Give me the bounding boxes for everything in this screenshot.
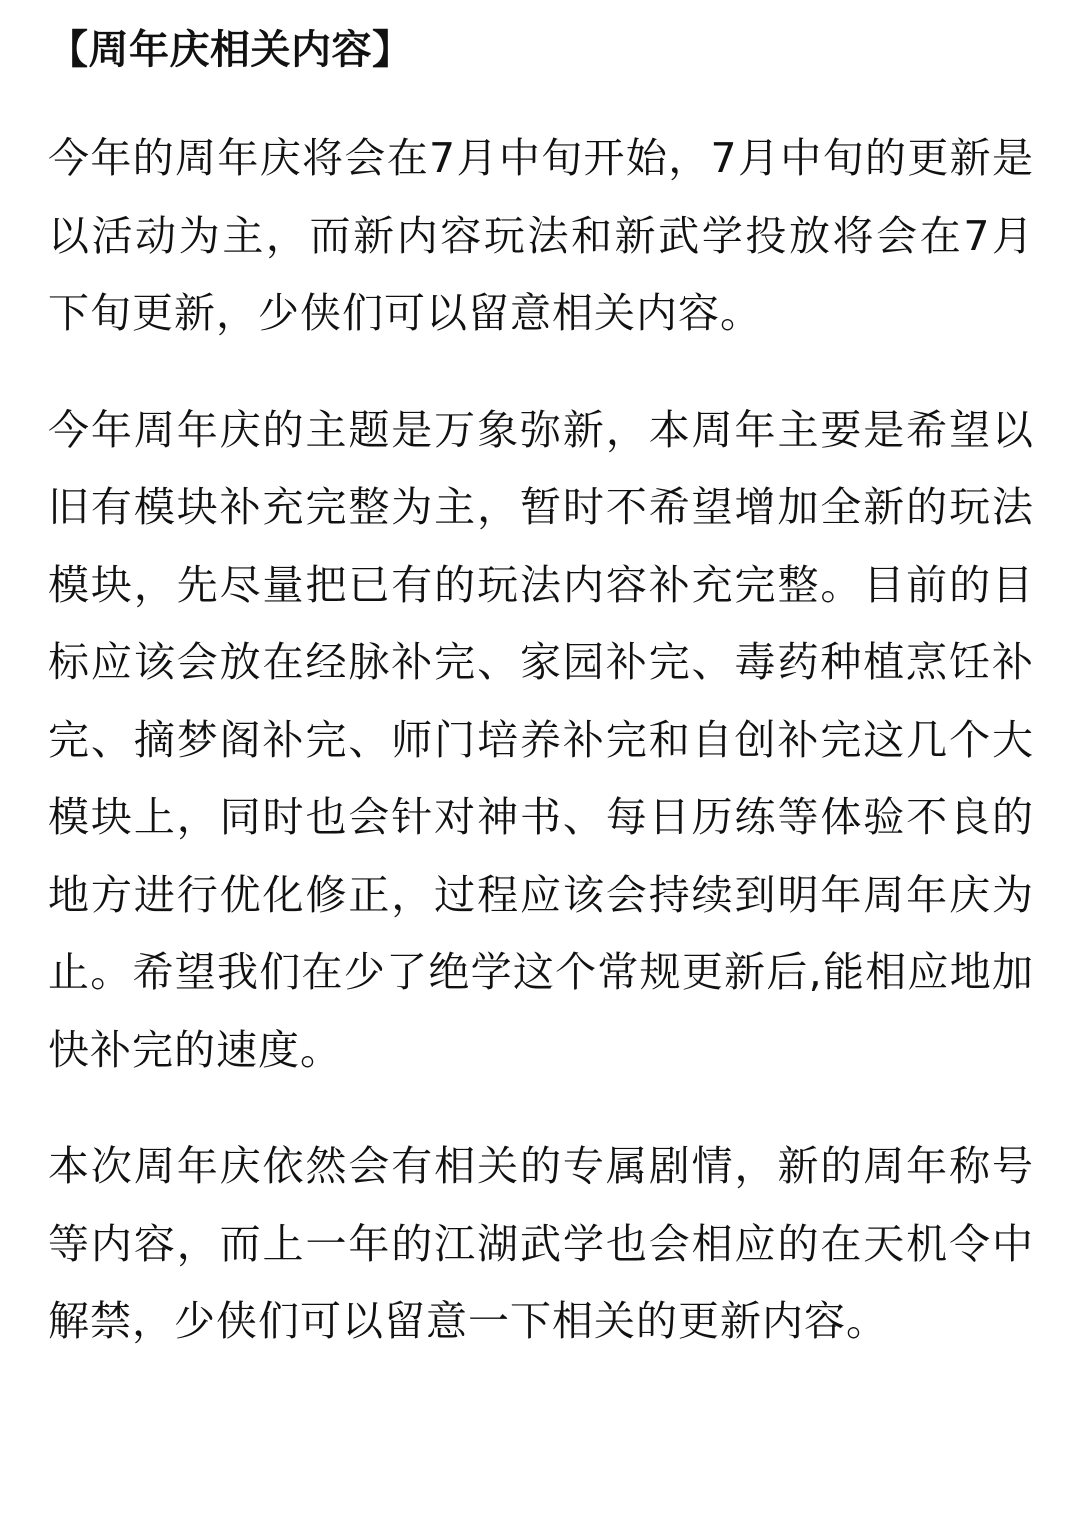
paragraph-schedule: 今年的周年庆将会在7月中旬开始，7月中旬的更新是以活动为主，而新内容玩法和新武学投放将会在7月下旬更新，少侠们可以留意相关内容。 bbox=[48, 134, 1034, 337]
paragraph-theme: 今年周年庆的主题是万象弥新，本周年主要是希望以旧有模块补充完整为主，暂时不希望增加全新的玩法模块，先尽量把已有的玩法内容补充完整。目前的目标应该会放在经脉补完、家园补完、毒药种植烹饪补完、摘梦阁补完、师门培养补完和自创补完这几个大模块上，同时也会针对神书、每日历练等体验不良的地方进行优化修正，过程应该会持续到明年周年庆为止。希望我们在少了绝学这个常规更新后,能相应地加快补完的速度。 bbox=[48, 405, 1034, 1074]
section-heading: 【周年庆相关内容】 bbox=[48, 27, 413, 73]
paragraph-story: 本次周年庆依然会有相关的专属剧情，新的周年称号等内容，而上一年的江湖武学也会相应的在天机令中解禁，少侠们可以留意一下相关的更新内容。 bbox=[48, 1142, 1034, 1345]
